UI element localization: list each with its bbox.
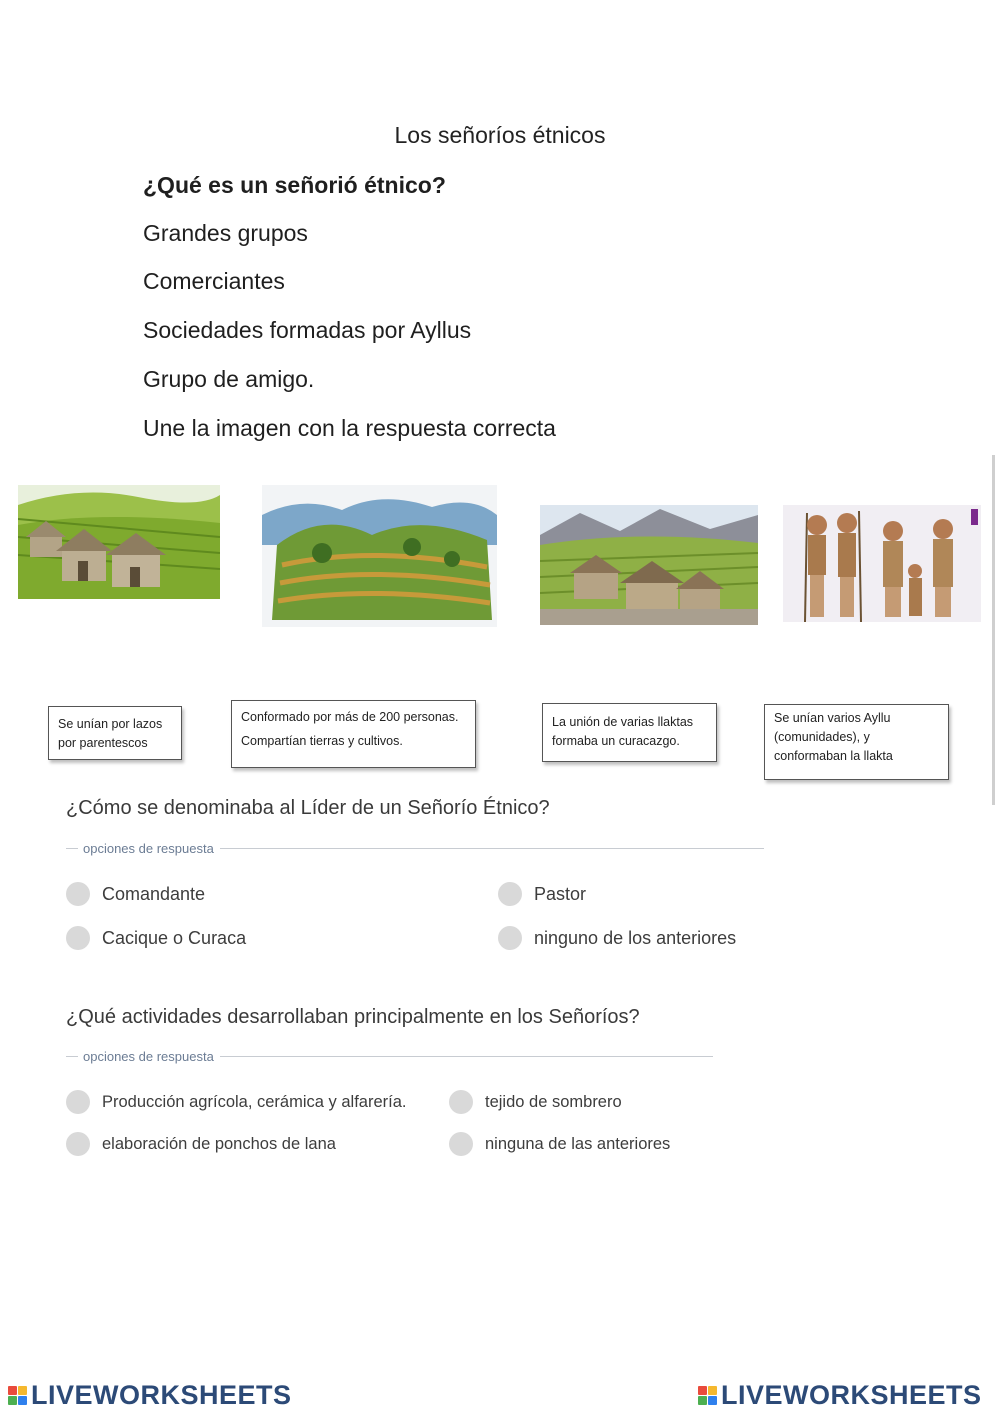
match-card-200-people-line1: Conformado por más de 200 personas. — [241, 710, 459, 724]
radio-button[interactable] — [449, 1090, 473, 1114]
quiz2-option-ninguna[interactable] — [449, 1132, 670, 1156]
quiz2-legend — [66, 1046, 713, 1066]
quiz2-question: ¿Qué actividades desarrollaban principalmente en los Señoríos? — [66, 1006, 640, 1028]
quiz2-option-label: Producción agrícola, cerámica y alfarería. — [102, 1092, 407, 1111]
liveworksheets-logo-right — [698, 1380, 982, 1411]
quiz1-option-pastor[interactable] — [498, 882, 586, 906]
quiz1-option-cacique[interactable] — [66, 926, 246, 950]
quiz1-option-label: Pastor — [534, 883, 587, 904]
question-what-is-senorio: ¿Qué es un señorió étnico? — [143, 172, 446, 198]
quiz1-option-label: Comandante — [102, 883, 206, 904]
logo-square — [18, 1386, 27, 1395]
quiz1-option-label: ninguno de los anteriores — [534, 927, 737, 948]
matching-instruction: Une la imagen con la respuesta correcta — [143, 415, 556, 441]
liveworksheets-logo-left — [8, 1380, 292, 1411]
match-card-llaktas[interactable] — [542, 703, 717, 762]
quiz2-legend-label: opciones de respuesta — [83, 1048, 214, 1064]
logo-text: LIVEWORKSHEETS — [721, 1380, 982, 1410]
quiz2-option-produccion[interactable] — [66, 1090, 406, 1114]
quiz2-option-label: ninguna de las anteriores — [485, 1134, 671, 1153]
match-card-ayllu-line3: conformaban la llakta — [774, 749, 893, 763]
radio-button[interactable] — [449, 1132, 473, 1156]
terraced-hills-image — [262, 485, 497, 627]
logo-square — [698, 1396, 707, 1405]
match-card-kinship-line2: por parentescos — [58, 736, 148, 750]
radio-button[interactable] — [66, 1090, 90, 1114]
quiz1-option-ninguno[interactable] — [498, 926, 736, 950]
quiz2-option-label: elaboración de ponchos de lana — [102, 1134, 336, 1153]
radio-button[interactable] — [66, 926, 90, 950]
logo-text: LIVEWORKSHEETS — [31, 1380, 292, 1410]
quiz1-legend-label: opciones de respuesta — [83, 840, 214, 856]
radio-button[interactable] — [498, 926, 522, 950]
quiz1-legend — [66, 838, 764, 858]
radio-button[interactable] — [66, 882, 90, 906]
logo-square — [8, 1386, 17, 1395]
answer-option-1: Grandes grupos — [143, 220, 308, 246]
village-huts-image — [18, 485, 220, 599]
answer-option-2: Comerciantes — [143, 268, 285, 294]
radio-button[interactable] — [498, 882, 522, 906]
logo-square — [698, 1386, 707, 1395]
answer-option-4: Grupo de amigo. — [143, 366, 315, 392]
match-card-ayllu-line1: Se unían varios Ayllu — [774, 711, 891, 725]
quiz1-question: ¿Cómo se denominaba al Líder de un Señorío Étnico? — [66, 797, 550, 819]
mountain-village-image — [540, 505, 758, 625]
match-card-llaktas-line1: La unión de varias llaktas — [552, 715, 694, 729]
quiz1-option-comandante[interactable] — [66, 882, 205, 906]
logo-square — [18, 1396, 27, 1405]
radio-button[interactable] — [66, 1132, 90, 1156]
quiz1-option-label: Cacique o Curaca — [102, 927, 247, 948]
worksheet-title: Los señoríos étnicos — [394, 122, 606, 148]
match-card-kinship-line1: Se unían por lazos — [58, 717, 163, 731]
match-card-ayllu-line2: (comunidades), y — [774, 730, 870, 744]
match-card-kinship[interactable] — [48, 706, 182, 760]
quiz2-option-ponchos[interactable] — [66, 1132, 336, 1156]
match-card-llaktas-line2: formaba un curacazgo. — [552, 734, 680, 748]
match-card-200-people-line2: Compartían tierras y cultivos. — [241, 734, 403, 748]
liveworksheets-logo-icon — [8, 1386, 27, 1405]
indigenous-family-image — [783, 505, 981, 622]
scrollbar[interactable] — [992, 455, 995, 805]
liveworksheets-logo-icon — [698, 1386, 717, 1405]
answer-option-3: Sociedades formadas por Ayllus — [143, 317, 472, 343]
logo-square — [708, 1386, 717, 1395]
logo-square — [8, 1396, 17, 1405]
logo-square — [708, 1396, 717, 1405]
quiz2-option-label: tejido de sombrero — [485, 1092, 622, 1111]
match-card-ayllu[interactable] — [764, 704, 949, 780]
quiz2-option-tejido[interactable] — [449, 1090, 622, 1114]
match-card-200-people[interactable] — [231, 700, 476, 768]
